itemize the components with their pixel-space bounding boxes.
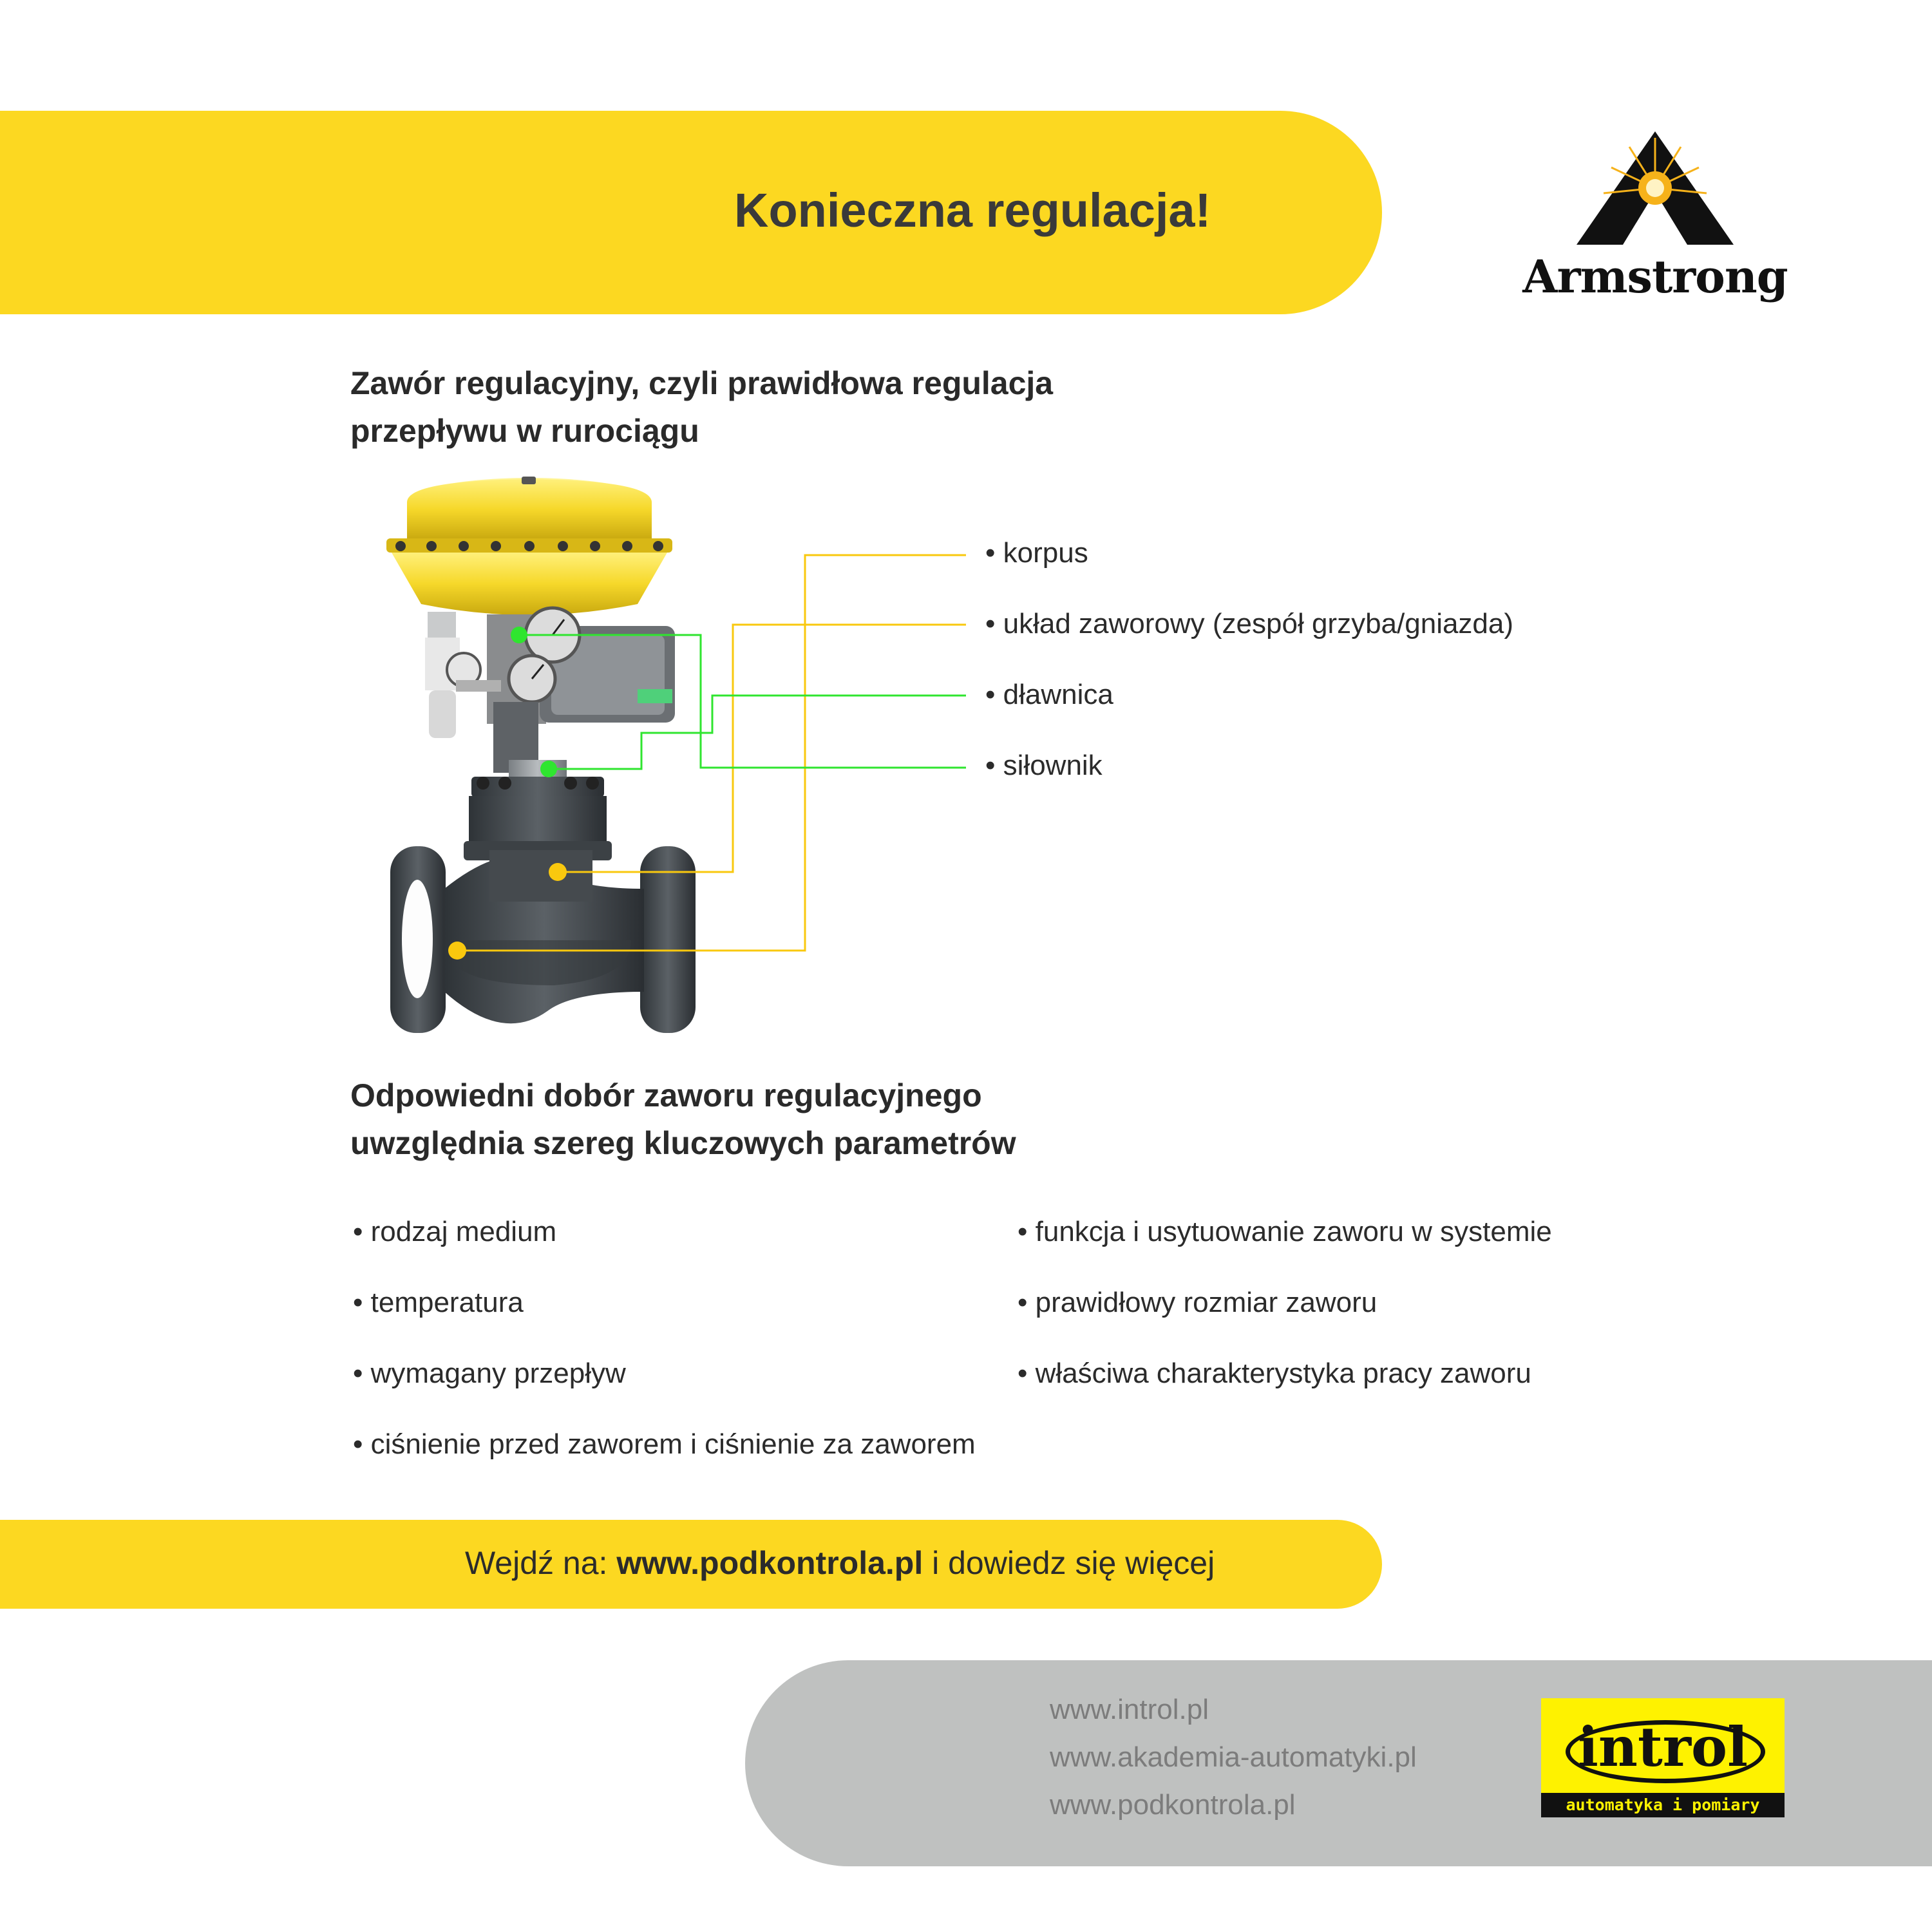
param-left-3: • wymagany przepływ (353, 1358, 626, 1390)
label-silownik: • siłownik (985, 750, 1103, 782)
introl-logo-text: introl (1578, 1715, 1748, 1779)
marker-korpus (448, 942, 466, 960)
param-left-2: • temperatura (353, 1287, 524, 1319)
param-left-1: • rodzaj medium (353, 1216, 556, 1248)
section1-heading-line1: Zawór regulacyjny, czyli prawidłowa regulacja (350, 365, 1054, 401)
introl-logo (1541, 1698, 1785, 1817)
top-banner (0, 111, 1382, 314)
cta-banner (0, 1520, 1382, 1609)
footer-link-akademia[interactable]: www.akademia-automatyki.pl (1050, 1741, 1417, 1773)
armstrong-logo-text: Armstrong (1522, 250, 1788, 303)
armstrong-logo (1520, 129, 1790, 309)
section2-heading-line2: uwzględnia szereg kluczowych parametrów (350, 1125, 1016, 1161)
bonnet (464, 760, 612, 860)
label-uklad-zaworowy: • układ zaworowy (zespół grzyba/gniazda) (985, 608, 1513, 640)
marker-uklad-zaworowy (549, 863, 567, 881)
cta-prefix: Wejdź na: (465, 1545, 617, 1581)
armstrong-star-triangle-icon (1520, 129, 1790, 258)
footer-link-podkontrola[interactable]: www.podkontrola.pl (1050, 1789, 1296, 1821)
control-valve-diagram (361, 477, 1005, 1043)
param-right-2: • prawidłowy rozmiar zaworu (1018, 1287, 1377, 1319)
valve-body (390, 846, 696, 1033)
section1-heading-line2: przepływu w rurociągu (350, 413, 699, 449)
cta-text (465, 1544, 1215, 1582)
introl-logo-tagline: automatyka i pomiary (1541, 1793, 1785, 1817)
marker-silownik (511, 627, 527, 643)
param-right-3: • właściwa charakterystyka pracy zaworu (1018, 1358, 1531, 1390)
cta-url-link[interactable]: www.podkontrola.pl (616, 1545, 923, 1581)
page-title: Konieczna regulacja! (734, 184, 1211, 237)
param-right-1: • funkcja i usytuowanie zaworu w systemie (1018, 1216, 1552, 1248)
cta-suffix: i dowiedz się więcej (923, 1545, 1215, 1581)
label-dlawnica: • dławnica (985, 679, 1113, 711)
marker-dlawnica (540, 761, 557, 777)
footer-link-introl[interactable]: www.introl.pl (1050, 1694, 1209, 1725)
param-left-4: • ciśnienie przed zaworem i ciśnienie za zaworem (353, 1428, 976, 1461)
section2-heading-line1: Odpowiedni dobór zaworu regulacyjnego (350, 1077, 982, 1113)
actuator-dome (386, 477, 672, 615)
section2-heading (350, 1072, 1016, 1167)
label-korpus: • korpus (985, 537, 1088, 569)
section1-heading (350, 359, 1053, 455)
